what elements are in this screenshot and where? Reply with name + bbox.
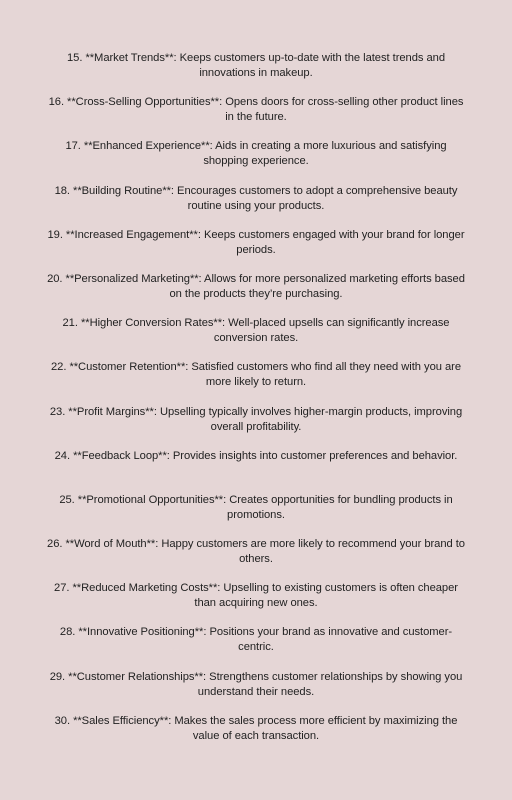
list-item: 17. **Enhanced Experience**: Aids in creating a more luxurious and satisfying shopping experience. [65, 140, 447, 168]
list-item: 15. **Market Trends**: Keeps customers up-to-date with the latest trends and innovations in makeup. [66, 52, 446, 79]
list-item: 26. **Word of Mouth**: Happy customers are more likely to recommend your brand to others. [47, 538, 465, 566]
list-item: 30. **Sales Efficiency**: Makes the sales process more efficient by maximizing the value of each transaction. [54, 714, 458, 742]
benefits-list [0, 51, 512, 758]
list-item: 25. **Promotional Opportunities**: Creates opportunities for bundling products in promotions. [59, 493, 453, 521]
list-item: 16. **Cross-Selling Opportunities**: Opens doors for cross-selling other product lines in the future. [48, 96, 464, 124]
list-item: 29. **Customer Relationships**: Strengthens customer relationships by showing you understand their needs. [49, 670, 463, 698]
list-item: 24. **Feedback Loop**: Provides insights into customer preferences and behavior. [54, 449, 458, 462]
list-item: 28. **Innovative Positioning**: Positions your brand as innovative and customer-centric. [59, 626, 453, 654]
list-item: 19. **Increased Engagement**: Keeps customers engaged with your brand for longer periods. [47, 228, 465, 256]
list-item: 27. **Reduced Marketing Costs**: Upselling to existing customers is often cheaper than acquiring new ones. [54, 582, 458, 610]
list-item: 23. **Profit Margins**: Upselling typically involves higher-margin products, improving overall profitability. [49, 405, 463, 433]
list-item: 18. **Building Routine**: Encourages customers to adopt a comprehensive beauty routine using your products. [54, 184, 458, 212]
list-item: 22. **Customer Retention**: Satisfied customers who find all they need with you are more likely to return. [50, 361, 461, 389]
list-item: 21. **Higher Conversion Rates**: Well-placed upsells can significantly increase conversion rates. [62, 317, 450, 345]
list-item: 20. **Personalized Marketing**: Allows for more personalized marketing efforts based on the products they’re purchasing. [47, 272, 465, 300]
